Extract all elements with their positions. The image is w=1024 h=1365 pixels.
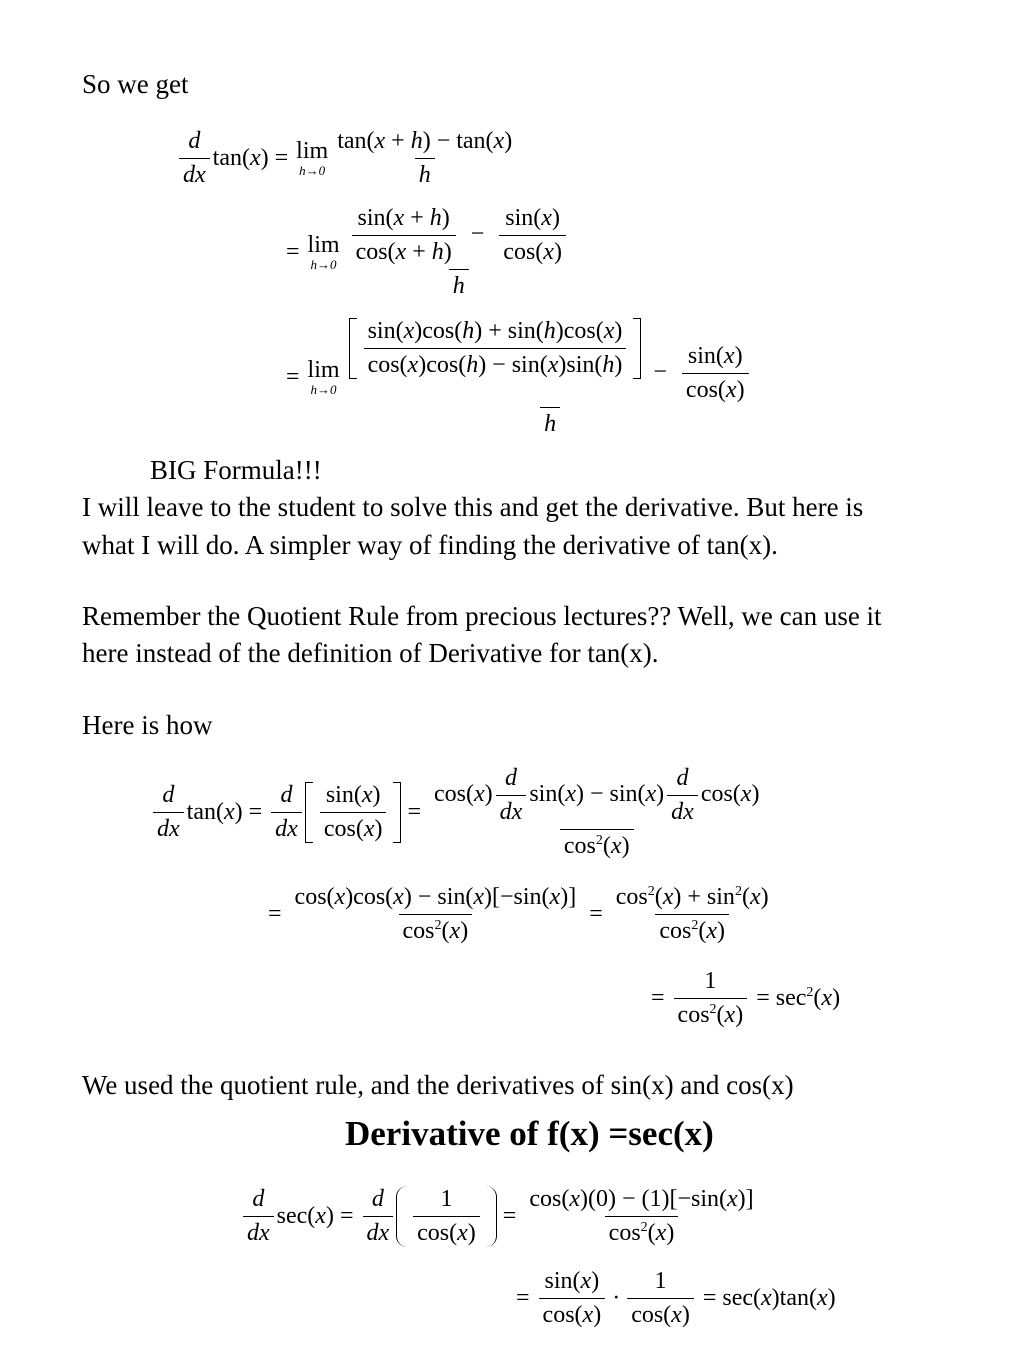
- quotient-eq-line-2: = $\frac{\cos(x)\cos(x) - \sin(x)[-\sin(x)]}{\cos^2(x)}$ = $\frac{\cos^2(x) + \sin^2(x)}{\cos^2(x)}$: [268, 884, 769, 944]
- quotient-eq-line-3: = $\frac{1}{\cos^2(x)}$ = $\sec^2(x)$: [651, 968, 841, 1028]
- paragraph-2-line-1: Remember the Quotient Rule from precious lectures?? Well, we can use it: [82, 601, 882, 631]
- sec-eq-line-2: = $\frac{\sin(x)}{\cos(x)}$ · $\frac{1}{\cos(x)}$ = sec(x)tan(x): [516, 1268, 836, 1328]
- paragraph-1-line-1: I will leave to the student to solve this and get the derivative. But here is: [82, 492, 864, 522]
- limit-eq-line-3: = lim h→0 $\frac{\sin(x)\cos(h) + \sin(h)\cos(x)}{\cos(x)\cos(h) - \sin(x)\sin(h)}$ − $\frac{\sin(x)}{\cos(x)}$ h: [280, 318, 759, 438]
- limit-eq-line-2: = lim h→0 $\frac{\sin(x + h)}{\cos(x + h)}$ − $\frac{\sin(x)}{\cos(x)}$ h: [280, 205, 576, 300]
- paragraph-2-line-2: here instead of the definition of Derivative for tan(x).: [82, 638, 659, 668]
- big-formula-note: BIG Formula!!!: [150, 455, 322, 485]
- here-is-how-text: Here is how: [82, 710, 213, 740]
- limit-eq-line-1: $\frac{d}{dx}$ tan(x) = lim h→0 $\frac{\tan(x + h) - \tan(x)}{h}$: [176, 128, 519, 189]
- section-heading: Derivative of f(x) =sec(x): [345, 1114, 714, 1153]
- quotient-eq-line-1: $\frac{d}{dx}$ tan(x) = $\frac{d}{dx}$ $\frac{\sin(x)}{\cos(x)}$ = cos(x) $\frac{d}{dx}$ sin(x) − sin(x) $\frac{d}{dx}$ cos(x) $\cos^2(x)$: [150, 765, 766, 860]
- intro-text: So we get: [82, 69, 189, 99]
- summary-text: We used the quotient rule, and the derivatives of sin(x) and cos(x): [82, 1070, 794, 1100]
- paragraph-1-line-2: what I will do. A simpler way of finding the derivative of tan(x).: [82, 530, 778, 560]
- sec-eq-line-1: $\frac{d}{dx}$ sec(x) = $\frac{d}{dx}$ $\frac{1}{\cos(x)}$ = $\frac{\cos(x)(0) - (1)[-\sin(x)]}{\cos^2(x)}$: [240, 1186, 761, 1247]
